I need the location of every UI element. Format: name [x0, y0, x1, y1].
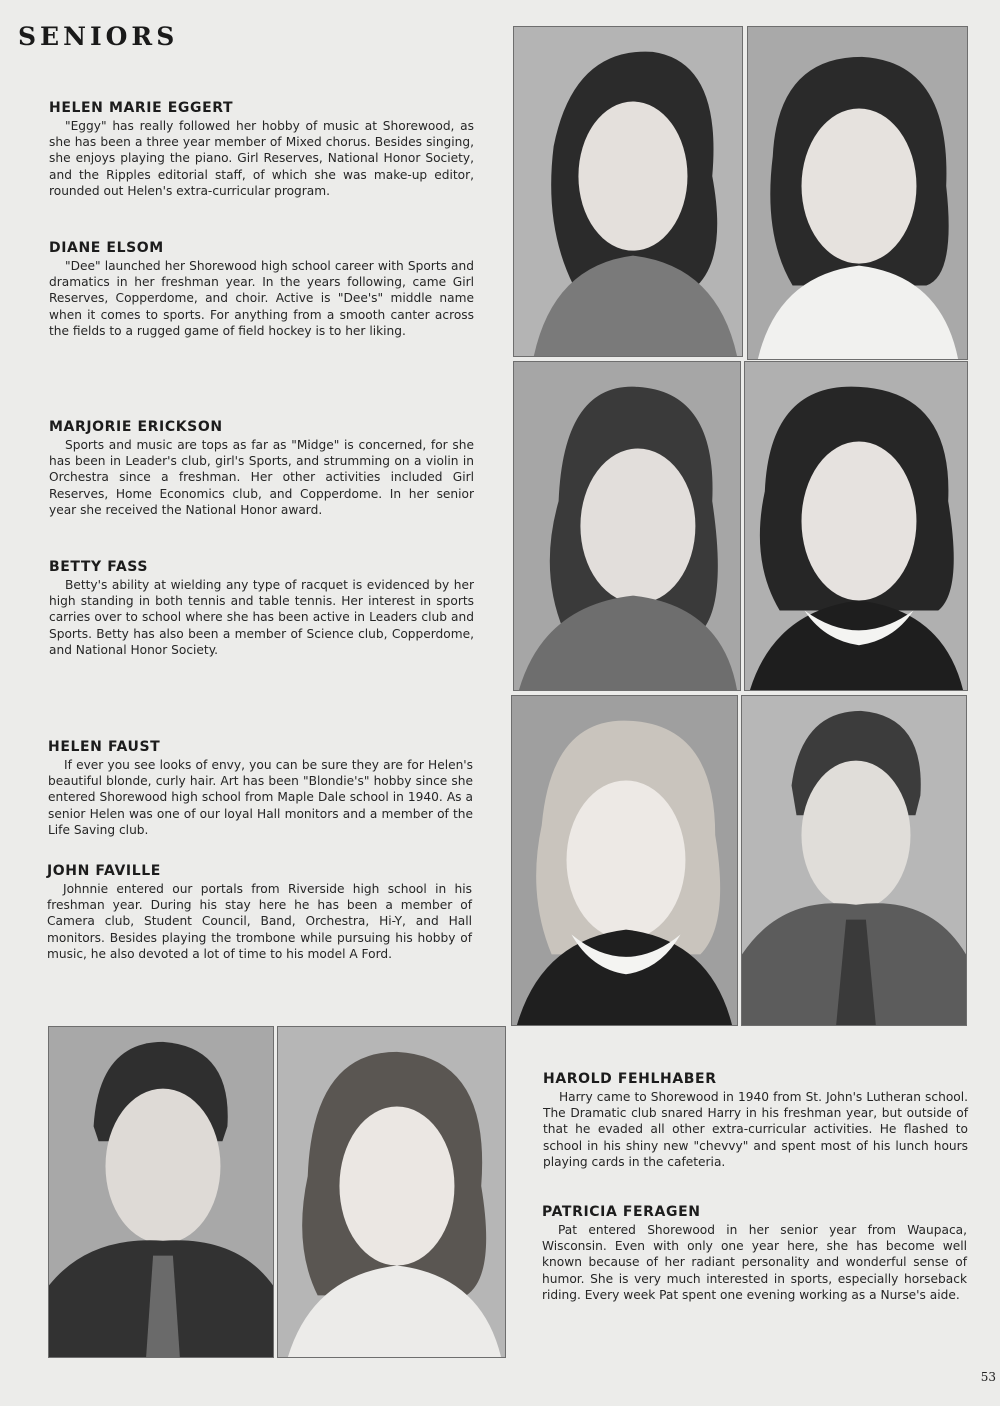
bio-name: MARJORIE ERICKSON [49, 419, 223, 435]
bio-name: HELEN FAUST [48, 739, 161, 755]
bio-name: HAROLD FEHLHABER [543, 1071, 717, 1087]
bio-helen-faust [48, 739, 473, 838]
portrait-helen-faust [511, 695, 738, 1026]
portrait-harold-fehlhaber [48, 1026, 274, 1358]
bio-name: PATRICIA FERAGEN [542, 1204, 701, 1220]
bio-john-faville [47, 863, 472, 962]
bio-name: BETTY FASS [49, 559, 148, 575]
portrait-diane-elsom [747, 26, 968, 360]
portrait-john-faville [741, 695, 967, 1026]
portrait-patricia-feragen [277, 1026, 506, 1358]
portrait-betty-fass [744, 361, 968, 691]
bio-text: Pat entered Shorewood in her senior year from Waupaca, Wisconsin. Even with only one year here, she has become well known because of her radiant personality and wonderful sense of humor. She is very much interested in sports, especially horseback riding. Every week Pat spent one evening working as a Nurse's aide. [542, 1223, 967, 1302]
bio-text: Harry came to Shorewood in 1940 from St. John's Lutheran school. The Dramatic club snared Harry in his freshman year, but outside of that he evaded all other extra-curricular activities. He flashed to school in his shiny new "chevvy" and spent most of his lunch hours playing cards in the cafeteria. [543, 1090, 968, 1169]
bio-betty-fass [49, 559, 474, 658]
bio-text: Betty's ability at wielding any type of racquet is evidenced by her high standing in both tennis and table tennis. Her interest in sports carries over to school where she has been active in Leaders club and Sports. Betty has also been a member of Science club, Copperdome, and National Honor Society. [49, 578, 474, 657]
bio-patricia-feragen [542, 1204, 967, 1303]
bio-text: Johnnie entered our portals from Riverside high school in his freshman year. During his stay here he has been a member of Camera club, Student Council, Band, Orchestra, Hi-Y, and Hall monitors. Besides playing the trombone while pursuing his hobby of music, he also devoted a lot of time to his model A Ford. [47, 882, 472, 961]
bio-text: Sports and music are tops as far as "Midge" is concerned, for she has been in Leader's club, girl's Sports, and strumming on a violin in Orchestra since a freshman. Her other activities included Girl Reserves, Home Economics club, and Copperdome. In her senior year she received the National Honor award. [49, 438, 474, 517]
bio-marjorie-erickson [49, 419, 474, 518]
portrait-marjorie-erickson [513, 361, 741, 691]
page-title: SENIORS [18, 22, 179, 51]
bio-name: DIANE ELSOM [49, 240, 164, 256]
bio-harold-fehlhaber [543, 1071, 968, 1170]
bio-name: HELEN MARIE EGGERT [49, 100, 234, 116]
bio-diane-elsom [49, 240, 474, 339]
bio-text: "Eggy" has really followed her hobby of music at Shorewood, as she has been a three year member of Mixed chorus. Besides singing, she enjoys playing the piano. Girl Reserves, National Honor Society, and the Ripples editorial staff, of which she was make-up editor, rounded out Helen's extra-curricular program. [49, 119, 474, 198]
page-number: 53 [980, 1370, 996, 1384]
bio-helen-marie-eggert [49, 100, 474, 199]
bio-text: If ever you see looks of envy, you can be sure they are for Helen's beautiful blonde, curly hair. Art has been "Blondie's" hobby since she entered Shorewood high school from Maple Dale school in 1940. As a senior Helen was one of our loyal Hall monitors and a member of the Life Saving club. [48, 758, 473, 837]
portrait-helen-marie-eggert [513, 26, 743, 357]
bio-name: JOHN FAVILLE [47, 863, 161, 879]
bio-text: "Dee" launched her Shorewood high school career with Sports and dramatics in her freshman year. In the years following, came Girl Reserves, Copperdome, and choir. Active is "Dee's" middle name when it comes to sports. For anything from a smooth canter across the fields to a rugged game of field hockey is to her liking. [49, 259, 474, 338]
